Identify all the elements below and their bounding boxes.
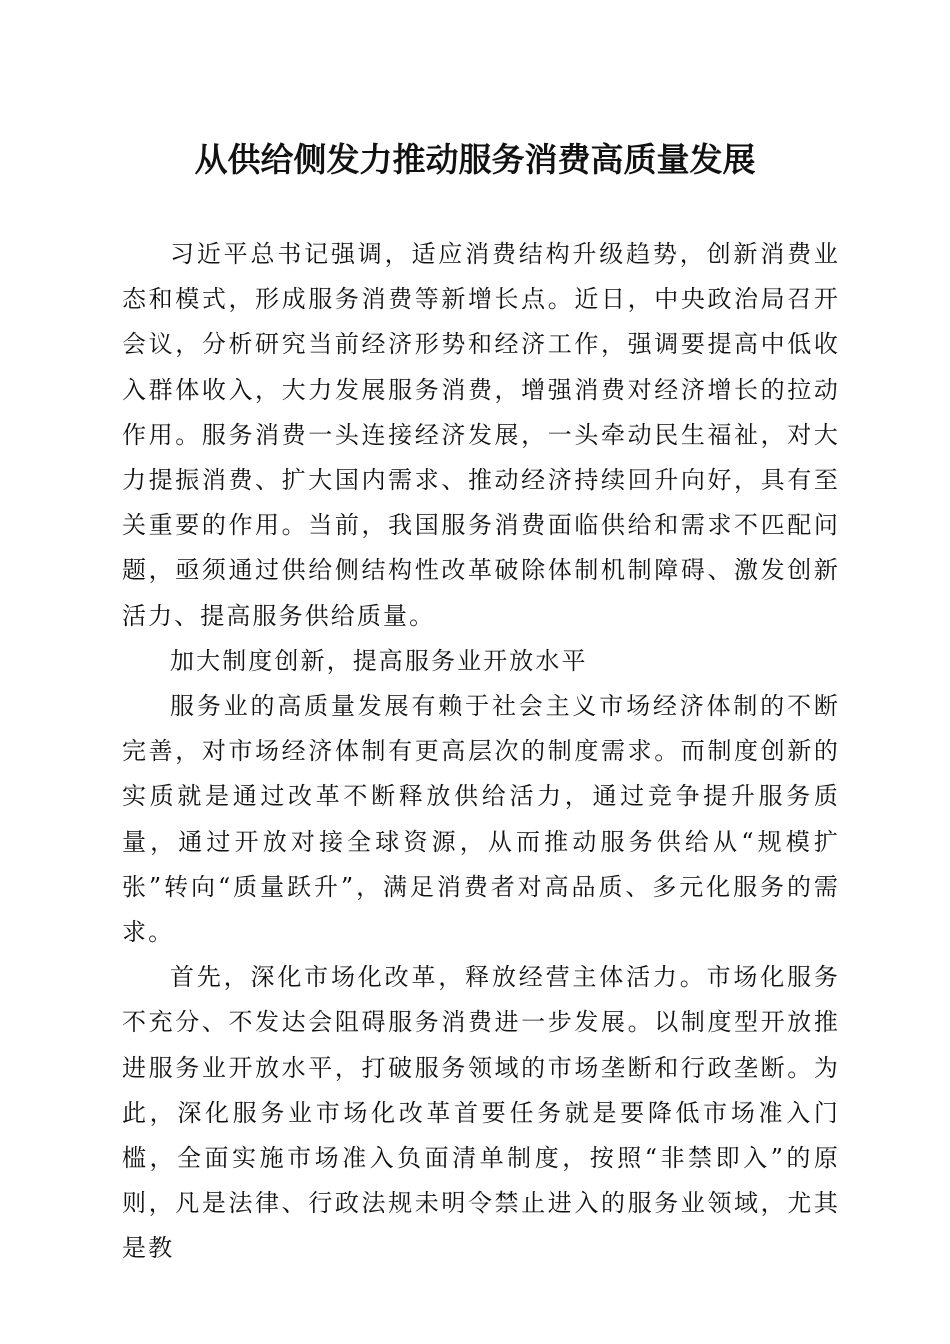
paragraph-intro: 习近平总书记强调，适应消费结构升级趋势，创新消费业态和模式，形成服务消费等新增长点。近日，中央政治局召开会议，分析研究当前经济形势和经济工作，强调要提高中低收入群体收入，大力发展服务消费，增强消费对经济增长的拉动作用。服务消费一头连接经济发展，一头牵动民生福祉，对大力提振消费、扩大国内需求、推动经济持续回升向好，具有至关重要的作用。当前，我国服务消费面临供给和需求不匹配问题，亟须通过供给侧结构性改革破除体制机制障碍、激发创新活力、提高服务供给质量。 <box>122 240 840 630</box>
paragraph-institutional-innovation: 服务业的高质量发展有赖于社会主义市场经济体制的不断完善，对市场经济体制有更高层次的制度需求。而制度创新的实质就是通过改革不断释放供给活力，通过竞争提升服务质量，通过开放对接全球资源，从而推动服务供给从“规模扩张”转向“质量跃升”，满足消费者对高品质、多元化服务的需求。 <box>122 692 840 947</box>
document-body <box>122 232 840 1272</box>
section-heading: 加大制度创新，提高服务业开放水平 <box>170 646 588 675</box>
paragraph-market-reform: 首先，深化市场化改革，释放经营主体活力。市场化服务不充分、不发达会阻碍服务消费进一步发展。以制度型开放推进服务业开放水平，打破服务领域的市场垄断和行政垄断。为此，深化服务业市场化改革首要任务就是要降低市场准入门槛，全面实施市场准入负面清单制度，按照“非禁即入”的原则，凡是法律、行政法规未明令禁止进入的服务业领域，尤其是教 <box>122 963 840 1263</box>
document-title: 从供给侧发力推动服务消费高质量发展 <box>194 140 756 179</box>
